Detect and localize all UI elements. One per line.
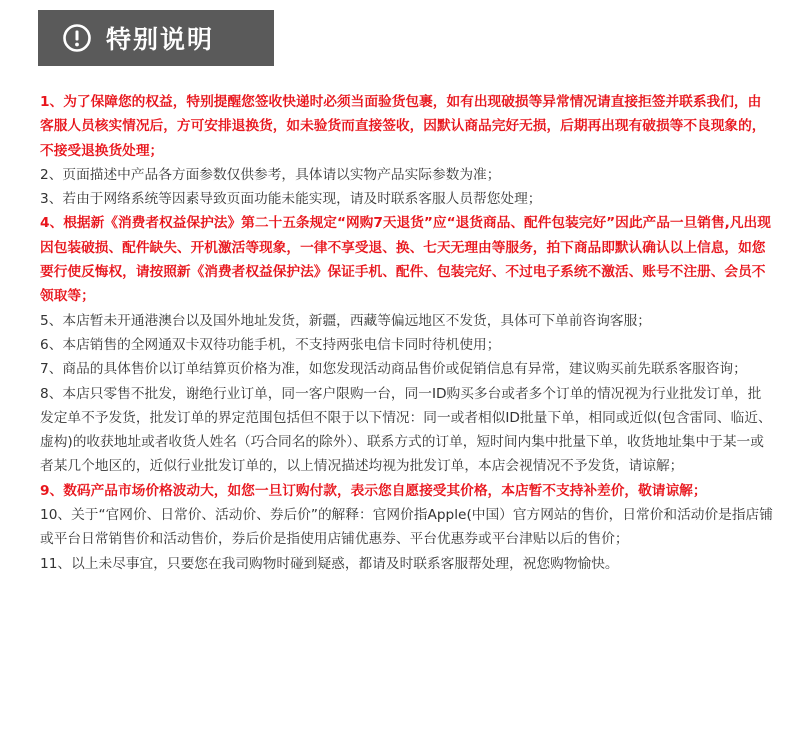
note-item-5: 5、本店暂未开通港澳台以及国外地址发货，新疆，西藏等偏远地区不发货，具体可下单前咨询客服； — [40, 312, 651, 329]
note-item-10: 10、关于“官网价、日常价、活动价、券后价”的解释：官网价指Apple(中国）官方网站的售价，日常价和活动价是指店铺或平台日常销售价和活动售价，券后价是指使用店铺优惠券、平台优惠券或平台津贴以后的售价； — [40, 507, 773, 548]
note-item-1: 1、为了保障您的权益，特别提醒您签收快递时必须当面验货包裹，如有出现破损等异常情况请直接拒签并联系我们，由客服人员核实情况后，方可安排退换货，如未验货而直接签收，因默认商品完好无损，后期再出现有破损等不良现象的，不接受退换货处理； — [40, 94, 766, 159]
note-item-4: 4、根据新《消费者权益保护法》第二十五条规定“网购7天退货”应“退货商品、配件包装完好”因此产品一旦销售,凡出现因包装破损、配件缺失、开机激活等现象，一律不享受退、换、七天无理由等服务，拍下商品即默认确认以上信息，如您要行使反悔权，请按照新《消费者权益保护法》保证手机、配件、包装完好、不过电子系统不激活、账号不注册、会员不领取等； — [40, 215, 771, 305]
note-item-6: 6、本店销售的全网通双卡双待功能手机，不支持两张电信卡同时待机使用； — [40, 336, 501, 353]
exclamation-circle-icon — [62, 23, 92, 53]
note-item-9: 9、数码产品市场价格波动大，如您一旦订购付款，表示您自愿接受其价格，本店暂不支持补差价，敬请谅解； — [40, 482, 707, 499]
note-item-11: 11、以上未尽事宜，只要您在我司购物时碰到疑惑，都请及时联系客服帮处理，祝您购物愉快。 — [40, 555, 619, 572]
note-item-8: 8、本店只零售不批发，谢绝行业订单，同一客户限购一台，同一ID购买多台或者多个订单的情况视为行业批发订单，批发定单不予发货，批发订单的界定范围包括但不限于以下情况：同一或者相似ID批量下单，相同或近似(包含雷同、临近、虚构)的收获地址或者收货人姓名（巧合同名的除外）、联系方式的订单，短时间内集中批量下单，收货地址集中于某一或者某几个地区的，近似行业批发订单的，以上情况描述均视为批发订单，本店会视情况不予发货，请谅解； — [40, 385, 772, 475]
note-item-2: 2、页面描述中产品各方面参数仅供参考，具体请以实物产品实际参数为准； — [40, 166, 501, 183]
section-title: 特别说明 — [106, 25, 215, 54]
notes-list — [40, 90, 774, 576]
note-item-7: 7、商品的具体售价以订单结算页价格为准，如您发现活动商品售价或促销信息有异常，建议购买前先联系客服咨询； — [40, 361, 747, 378]
section-header — [38, 10, 274, 66]
note-item-3: 3、若由于网络系统等因素导致页面功能未能实现，请及时联系客服人员帮您处理； — [40, 191, 542, 208]
